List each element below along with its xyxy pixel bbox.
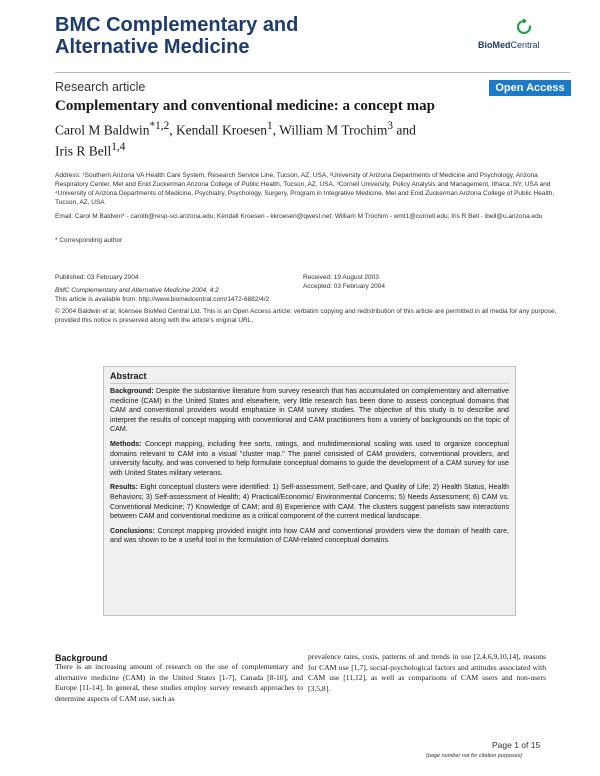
author-separator: and — [393, 122, 416, 138]
journal-title-line1: BMC Complementary and — [55, 14, 299, 36]
author-separator: , — [169, 122, 176, 138]
published-date: Published: 03 February 2004 — [55, 274, 139, 281]
abstract-background — [110, 387, 509, 435]
abstract-results-label: Results: — [110, 483, 138, 492]
author-affiliation: 1 — [267, 120, 273, 132]
body-text-right-column: prevalence rates, costs, patterns of and trends in use [2,4,6,9,10,14], reasons for CAM use [1,7], social-psychological factors and attitudes associated with CAM use [11,12], as well as comparisons of CAM users and non-users [3,5,8]. — [308, 652, 546, 693]
body-text-left-column: There is an increasing amount of research on the use of complementary and alternative medicine (CAM) in the United States [1-7], Canada [8-10], and Europe [11-14]. In general, these studies employ survey research approaches to determine aspects of CAM use, such as — [55, 662, 303, 703]
journal-title — [55, 14, 298, 58]
open-access-badge: Open Access — [489, 80, 571, 96]
section-heading-background: Background — [55, 653, 108, 663]
author-affiliation: 3 — [387, 120, 394, 132]
abstract-conclusions-text: Concept mapping provided insight into how CAM and conventional providers view the domain of health care, and was shown to be a useful tool in the formulation of CAM-related conceptual domains. — [110, 526, 509, 545]
abstract-methods — [110, 440, 509, 478]
logo-text — [478, 40, 540, 50]
abstract-background-label: Background: — [110, 387, 154, 395]
article-type: Research article — [55, 80, 146, 94]
author-name: Iris R Bell — [55, 143, 112, 158]
page-number-note: (page number not for citation purposes) — [426, 753, 523, 759]
author-name: Carol M Baldwin — [55, 122, 150, 138]
journal-title-line2: Alternative Medicine — [55, 36, 250, 58]
abstract-results-text: Eight conceptual clusters were identified: 1) Self-assessment, Self-care, and Quality of Life; 2) Health Status, Health Behaviors; 3) Self-assessment of Health; 4) Practical/Economic/ Environmental Concerns; 5) Needs Assessment; 6) CAM vs. Conventional Medicine; 7) Knowledge of CAM; and 8) Experience with CAM. The clusters suggest panelists saw interactions between CAM and conventional medicine as a critical component of the current medical landscape. — [110, 483, 509, 521]
abstract-methods-label: Methods: — [110, 439, 142, 448]
author-affiliation: 1,4 — [111, 140, 126, 153]
received-date: Received: 19 August 2003 — [303, 274, 379, 281]
review-dates — [303, 273, 503, 291]
citation: BMC Complementary and Alternative Medicine 2004, 4:2 — [55, 287, 219, 294]
article-title: Complementary and conventional medicine: a concept map — [55, 98, 435, 114]
author-emails: Email: Carol M Baldwin* - carolb@resp-sci.arizona.edu; Kendall Kroesen - kkroesen@qwest.net; William M Trochim - wmt1@cornell.edu; Iris R Bell - ibell@u.arizona.edu — [55, 213, 543, 220]
corresponding-author-note: * Corresponding author — [55, 237, 123, 244]
abstract-conclusions-label: Conclusions: — [110, 526, 155, 535]
copyright-notice: © 2004 Baldwin et al; licensee BioMed Central Ltd. This is an Open Access article: verbatim copying and redistribution of this article are permitted in all media for any purpose, provided this notice is preserved along with the article's original URL. — [55, 308, 557, 324]
page-number: Page 1 of 15 — [492, 740, 541, 750]
abstract-heading: Abstract — [110, 371, 509, 384]
author-separator: , — [272, 122, 280, 138]
accepted-date: Accepted: 03 February 2004 — [303, 283, 386, 290]
biomed-central-logo — [478, 18, 568, 54]
logo-central: Central — [510, 40, 540, 50]
logo-bio: BioMed — [478, 40, 511, 50]
author-list — [55, 118, 555, 159]
abstract-background-text: Despite the substantive literature from survey research that has accumulated on complementary and alternative medicine (CAM) in the United States and elsewhere, very little research has been done to assess conceptual domains that CAM and conventional providers would emphasize in CAM survey studies. The objective of this study is to describe and interpret the results of concept mapping with conventional and CAM practitioners from a variety of backgrounds on the topic of CAM. — [110, 387, 509, 434]
author-name: William M Trochim — [279, 122, 388, 138]
abstract-box — [103, 366, 516, 616]
availability-url: This article is available from: http://www.biomedcentral.com/1472-6882/4/2 — [55, 296, 270, 303]
biomed-swirl-icon — [516, 18, 532, 36]
abstract-conclusions — [110, 527, 509, 546]
author-addresses: Address: ¹Southern Arizona VA Health Care System, Research Service Line, Tucson, AZ, USA, ²University of Arizona Departments of Medicine and Psychology, Arizona Respiratory Center, Mel and Enid Zuckerman Arizona College of Public Health, Tucson, AZ, USA, ³Cornell University, Policy Analysis and Management, Ithaca, NY, USA and ⁴University of Arizona Departments of Medicine, Psychiatry, Psychology, Surgery, Program in Integrative Medicine, Mel and Enid Zuckerman Arizona College of Public Health, Tucson, AZ, USA — [55, 172, 555, 206]
author-affiliation: *1,2 — [149, 120, 170, 132]
header-divider — [55, 72, 570, 73]
author-name: Kendall Kroesen — [175, 122, 268, 138]
abstract-methods-text: Concept mapping, including free sorts, ratings, and multidimensional scaling was used to organize conceptual domains relevant to CAM into a visual "cluster map." The panel consisted of CAM providers, conventional providers, and university faculty, and was convened to help formulate conceptual domains to guide the development of a CAM survey for use with United States military veterans. — [110, 439, 509, 477]
abstract-results — [110, 483, 509, 521]
